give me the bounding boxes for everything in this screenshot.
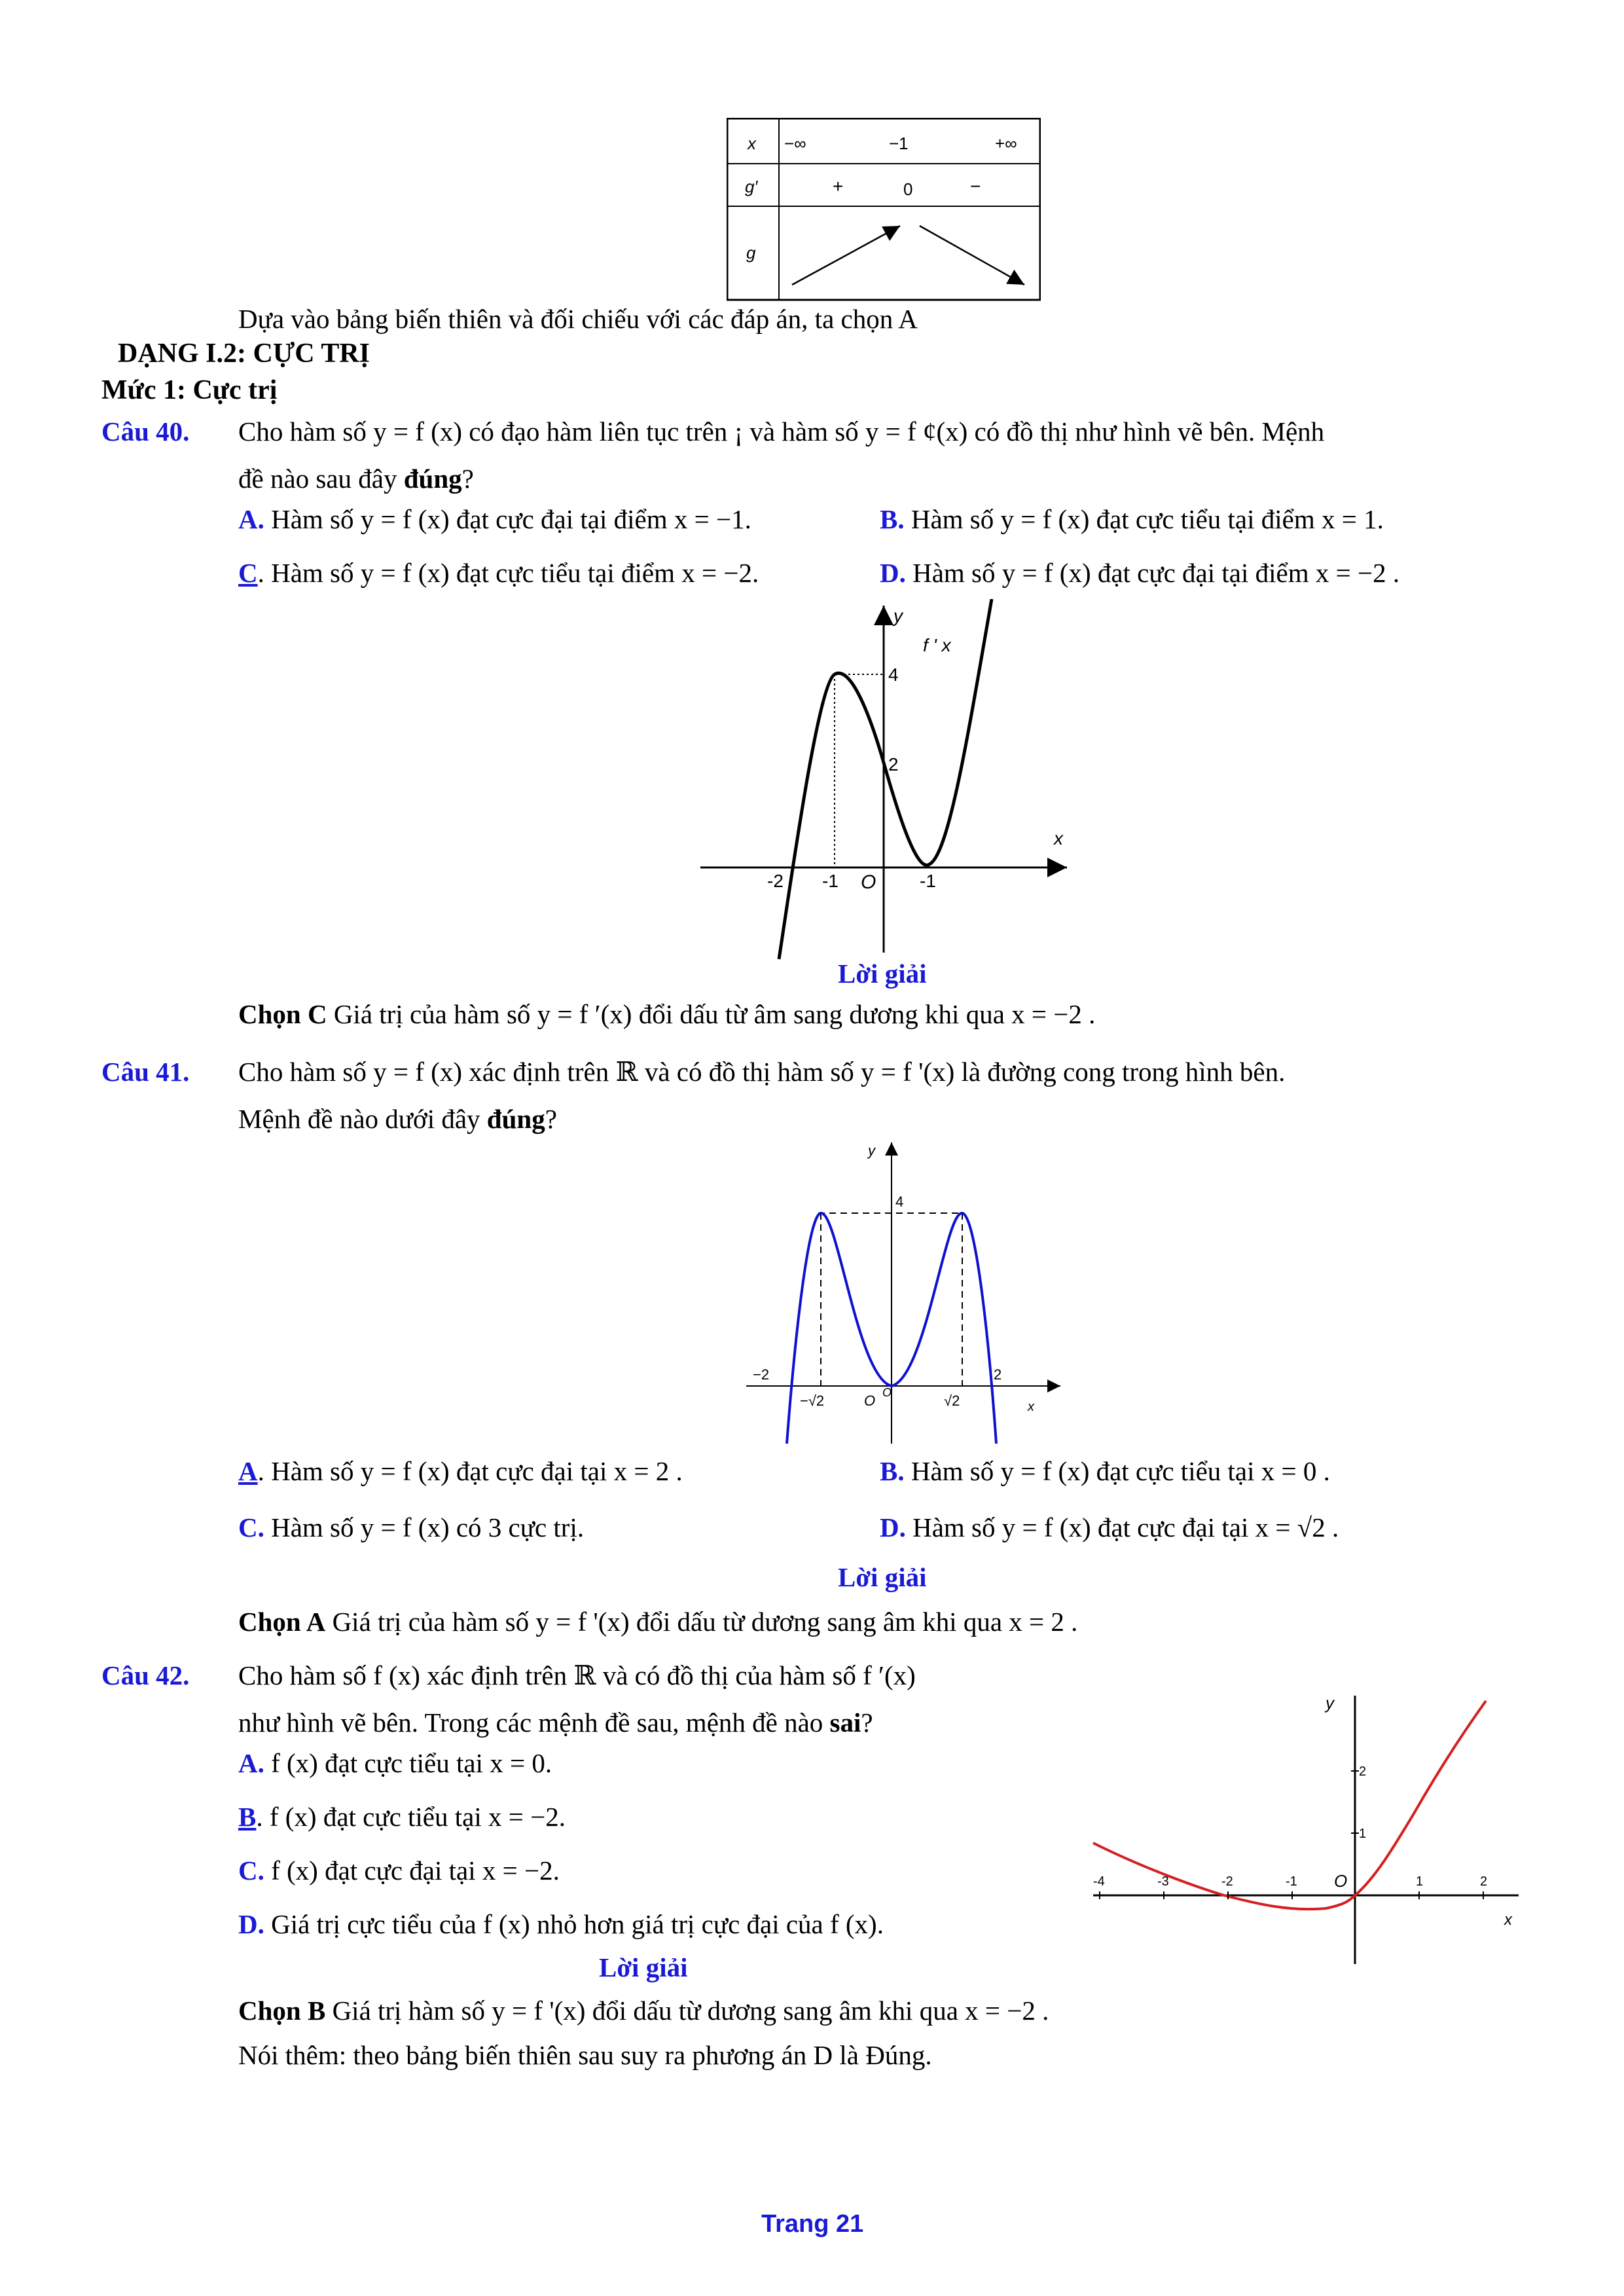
q42-solution-choice: Chọn B bbox=[238, 1995, 326, 2026]
graph-tick-m2: -2 bbox=[767, 871, 784, 891]
table-x-minus-inf: −∞ bbox=[784, 134, 806, 153]
q41-solution-choice: Chọn A bbox=[238, 1607, 326, 1637]
q41-option-d[interactable] bbox=[880, 1511, 1339, 1544]
q40-solution-text: Giá trị của hàm số y = f ′(x) đổi dấu từ âm sang dương khi qua x = −2 . bbox=[327, 999, 1096, 1029]
option-d-label: D. bbox=[880, 558, 906, 588]
graph-tick-m3: -3 bbox=[1157, 1874, 1169, 1889]
section-title: DẠNG I.2: CỰC TRỊ bbox=[118, 338, 370, 369]
table-gprime-zero: 0 bbox=[903, 179, 913, 199]
option-c-text: . Hàm số y = f (x) đạt cực tiểu tại điểm x = −2. bbox=[257, 558, 759, 588]
q41-solution bbox=[238, 1605, 1077, 1638]
q42-solution-title: Lời giải bbox=[599, 1952, 688, 1982]
increasing-arrow bbox=[792, 226, 900, 285]
table-row-gprime: g′ bbox=[745, 177, 758, 196]
decreasing-arrow bbox=[920, 226, 1024, 285]
graph-y-label: y bbox=[893, 606, 903, 626]
q42-note: Nói thêm: theo bảng biến thiên sau suy ra phương án D là Đúng. bbox=[238, 2040, 932, 2070]
q40-stem-text: đề nào sau đây bbox=[238, 464, 404, 494]
option-b-label: B bbox=[238, 1802, 257, 1832]
q42-graph bbox=[1087, 1683, 1532, 1971]
q42-stem-end: ? bbox=[861, 1707, 873, 1738]
option-b-label: B. bbox=[880, 1456, 905, 1486]
q41-solution-text: Giá trị của hàm số y = f '(x) đổi dấu từ dương sang âm khi qua x = 2 . bbox=[325, 1607, 1078, 1637]
q40-option-c[interactable] bbox=[238, 556, 759, 589]
option-c-label: C. bbox=[238, 1512, 264, 1542]
graph-x-label: x bbox=[1054, 828, 1063, 848]
graph-tick-1: -1 bbox=[920, 871, 936, 891]
graph-tick-2: 2 bbox=[1480, 1874, 1488, 1889]
option-d-label: D. bbox=[880, 1512, 906, 1542]
option-a-label: A. bbox=[238, 504, 264, 534]
option-a-text: f (x) đạt cực tiểu tại x = 0. bbox=[264, 1748, 552, 1778]
q41-stem-emphasis: đúng bbox=[486, 1104, 545, 1134]
graph-tick-2: 2 bbox=[888, 754, 899, 774]
q42-option-a[interactable] bbox=[238, 1747, 552, 1779]
option-c-text: f (x) đạt cực đại tại x = −2. bbox=[264, 1855, 560, 1886]
q40-solution-title: Lời giải bbox=[838, 958, 927, 989]
option-a-text: Hàm số y = f (x) đạt cực đại tại điểm x = −1. bbox=[264, 504, 751, 534]
option-d-text: Hàm số y = f (x) đạt cực đại tại x = √2 . bbox=[905, 1512, 1339, 1542]
q42-label: Câu 42. bbox=[101, 1660, 190, 1690]
q40-graph bbox=[694, 599, 1087, 966]
q41-solution-title: Lời giải bbox=[838, 1562, 927, 1592]
q42-stem-text: như hình vẽ bên. Trong các mệnh đề sau, mệnh đề nào bbox=[238, 1707, 830, 1738]
q42-option-d[interactable] bbox=[238, 1908, 884, 1941]
option-c-label: C bbox=[238, 558, 258, 588]
graph-origin: O bbox=[864, 1393, 876, 1409]
q42-option-c[interactable] bbox=[238, 1854, 560, 1887]
graph-tick-1: 1 bbox=[1416, 1874, 1424, 1889]
graph-tick-m1: -1 bbox=[1286, 1874, 1297, 1889]
q41-stem-line2 bbox=[238, 1102, 557, 1135]
q42-stem-line2 bbox=[238, 1706, 873, 1739]
table-x-plus-inf: +∞ bbox=[995, 134, 1017, 153]
table-x-minus1: −1 bbox=[889, 134, 909, 153]
graph-tick-m4: -4 bbox=[1093, 1874, 1105, 1889]
q41-stem-end: ? bbox=[545, 1104, 557, 1134]
graph-x-label: x bbox=[1504, 1911, 1512, 1929]
q42-solution bbox=[238, 1994, 1049, 2027]
option-b-text: . f (x) đạt cực tiểu tại x = −2. bbox=[256, 1802, 566, 1832]
q40-label: Câu 40. bbox=[101, 416, 190, 446]
table-gprime-minus: − bbox=[970, 176, 981, 196]
variation-table bbox=[727, 118, 1041, 301]
graph-x-label: x bbox=[1028, 1400, 1034, 1414]
graph-tick-4: 4 bbox=[888, 665, 899, 685]
option-c-text: Hàm số y = f (x) có 3 cực trị. bbox=[264, 1512, 585, 1542]
q41-option-a[interactable] bbox=[238, 1455, 683, 1487]
option-a-text: . Hàm số y = f (x) đạt cực đại tại x = 2 . bbox=[257, 1456, 683, 1486]
graph-tick-y2: 2 bbox=[1359, 1764, 1367, 1779]
q40-stem-line1: Cho hàm số y = f (x) có đạo hàm liên tục trên ¡ và hàm số y = f ¢(x) có đồ thị như hình vẽ bên. Mệnh bbox=[238, 416, 1325, 446]
intro-conclusion: Dựa vào bảng biến thiên và đối chiếu với các đáp án, ta chọn A bbox=[238, 304, 918, 334]
graph-tick-m1: -1 bbox=[822, 871, 839, 891]
f-prime-curve bbox=[779, 599, 992, 959]
q41-stem-line1: Cho hàm số y = f (x) xác định trên ℝ và có đồ thị hàm số y = f '(x) là đường cong trong hình bên. bbox=[238, 1057, 1286, 1087]
q40-stem-line2 bbox=[238, 462, 474, 495]
q41-label: Câu 41. bbox=[101, 1057, 190, 1087]
q40-solution-choice: Chọn C bbox=[238, 999, 327, 1029]
table-row-g: g bbox=[746, 243, 756, 263]
graph-tick-m2: -2 bbox=[1221, 1874, 1233, 1889]
level-title: Mức 1: Cực trị bbox=[101, 375, 278, 405]
graph-tick-m2: −2 bbox=[753, 1366, 770, 1383]
table-gprime-plus: + bbox=[833, 176, 844, 196]
graph-origin: O bbox=[1334, 1871, 1348, 1891]
q41-stem-text: Mệnh đề nào dưới đây bbox=[238, 1104, 487, 1134]
graph-tick-2: 2 bbox=[994, 1366, 1002, 1383]
option-c-label: C. bbox=[238, 1855, 264, 1886]
option-d-text: Giá trị cực tiểu của f (x) nhỏ hơn giá trị cực đại của f (x). bbox=[264, 1909, 884, 1939]
q40-option-d[interactable] bbox=[880, 556, 1399, 589]
q42-stem-emphasis: sai bbox=[829, 1707, 861, 1738]
graph-y-label: y bbox=[868, 1142, 875, 1159]
option-b-text: Hàm số y = f (x) đạt cực tiểu tại x = 0 . bbox=[904, 1456, 1330, 1486]
option-b-label: B. bbox=[880, 504, 905, 534]
q42-option-b[interactable] bbox=[238, 1800, 566, 1833]
graph-tick-4: 4 bbox=[895, 1194, 904, 1210]
graph-tick-y1: 1 bbox=[1359, 1827, 1367, 1841]
graph-tick-msqrt2: −√2 bbox=[800, 1393, 825, 1409]
q40-option-b[interactable] bbox=[880, 503, 1384, 536]
option-a-label: A bbox=[238, 1456, 258, 1486]
option-d-text: Hàm số y = f (x) đạt cực đại tại điểm x = −2 . bbox=[905, 558, 1400, 588]
graph-origin-mark: O bbox=[882, 1386, 892, 1399]
q40-solution bbox=[238, 998, 1095, 1030]
page-number: Trang 21 bbox=[761, 2210, 864, 2238]
q42-stem-line1: Cho hàm số f (x) xác định trên ℝ và có đồ thị của hàm số f ′(x) bbox=[238, 1660, 916, 1690]
graph-tick-sqrt2: √2 bbox=[944, 1393, 960, 1409]
graph-curve-label: f ' x bbox=[923, 635, 951, 655]
q41-option-c[interactable] bbox=[238, 1511, 584, 1544]
table-row-x: x bbox=[748, 134, 756, 153]
q40-stem-end: ? bbox=[461, 464, 474, 494]
q40-option-a[interactable] bbox=[238, 503, 751, 536]
q42-solution-text: Giá trị hàm số y = f '(x) đổi dấu từ dương sang âm khi qua x = −2 . bbox=[325, 1995, 1049, 2026]
q41-graph bbox=[740, 1136, 1080, 1450]
option-a-label: A. bbox=[238, 1748, 264, 1778]
q41-option-b[interactable] bbox=[880, 1455, 1330, 1487]
option-d-label: D. bbox=[238, 1909, 264, 1939]
graph-y-label: y bbox=[1326, 1693, 1334, 1713]
option-b-text: Hàm số y = f (x) đạt cực tiểu tại điểm x = 1. bbox=[904, 504, 1384, 534]
q40-stem-emphasis: đúng bbox=[403, 464, 462, 494]
graph-origin: O bbox=[861, 871, 876, 893]
